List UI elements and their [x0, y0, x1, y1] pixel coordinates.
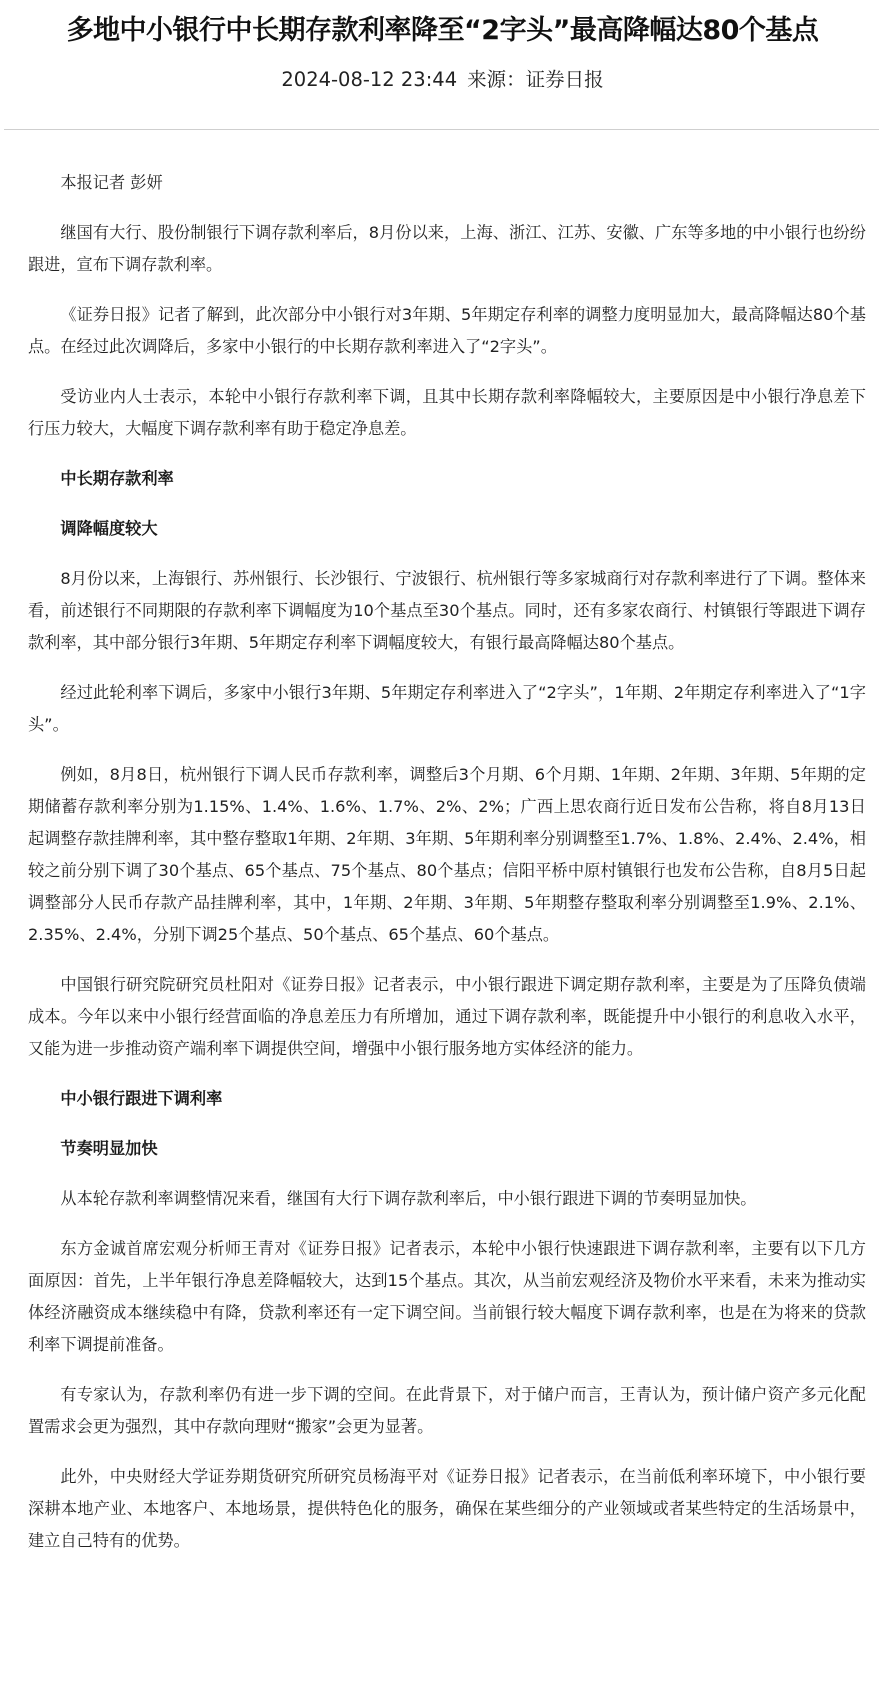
section-heading: 中小银行跟进下调利率 — [60, 1089, 223, 1108]
body-paragraph: 从本轮存款利率调整情况来看，继国有大行下调存款利率后，中小银行跟进下调的节奏明显加快。 — [60, 1189, 757, 1208]
header-divider — [4, 129, 879, 130]
body-paragraph: 继国有大行、股份制银行下调存款利率后，8月份以来，上海、浙江、江苏、安徽、广东等多地的中小银行也纷纷跟进，宣布下调存款利率。 — [28, 223, 866, 274]
article-body — [28, 167, 866, 1575]
section-heading: 调降幅度较大 — [60, 519, 158, 538]
article-title: 多地中小银行中长期存款利率降至“2字头”最高降幅达80个基点 — [66, 15, 819, 46]
byline-paragraph: 本报记者 彭妍 — [60, 173, 163, 192]
publish-datetime: 2024-08-12 23:44 — [281, 68, 458, 91]
body-paragraph: 经过此轮利率下调后，多家中小银行3年期、5年期定存利率进入了“2字头”，1年期、2年期定存利率进入了“1字头”。 — [28, 683, 866, 734]
article-meta — [0, 67, 885, 93]
body-paragraph: 有专家认为，存款利率仍有进一步下调的空间。在此背景下，对于储户而言，王青认为，预计储户资产多元化配置需求会更为强烈，其中存款向理财“搬家”会更为显著。 — [28, 1385, 866, 1436]
body-paragraph: 《证券日报》记者了解到，此次部分中小银行对3年期、5年期定存利率的调整力度明显加大，最高降幅达80个基点。在经过此次调降后，多家中小银行的中长期存款利率进入了“2字头”。 — [28, 305, 866, 356]
body-paragraph: 例如，8月8日，杭州银行下调人民币存款利率，调整后3个月期、6个月期、1年期、2年期、3年期、5年期的定期储蓄存款利率分别为1.15%、1.4%、1.6%、1.7%、2%、2%；广西上思农商行近日发布公告称，将自8月13日起调整存款挂牌利率，其中整存整取1年期、2年期、3年期、5年期利率分别调整至1.7%、1.8%、2.4%、2.4%，相较之前分别下调了30个基点、65个基点、75个基点、80个基点；信阳平桥中原村镇银行也发布公告称，自8月5日起调整部分人民币存款产品挂牌利率，其中，1年期、2年期、3年期、5年期整存整取利率分别调整至1.9%、2.1%、2.35%、2.4%，分别下调25个基点、50个基点、65个基点、60个基点。 — [28, 765, 866, 944]
body-paragraph: 东方金诚首席宏观分析师王青对《证券日报》记者表示，本轮中小银行快速跟进下调存款利率，主要有以下几方面原因：首先，上半年银行净息差降幅较大，达到15个基点。其次，从当前宏观经济及物价水平来看，未来为推动实体经济融资成本继续稳中有降，贷款利率还有一定下调空间。当前银行较大幅度下调存款利率，也是在为将来的贷款利率下调提前准备。 — [28, 1239, 866, 1354]
body-paragraph: 中国银行研究院研究员杜阳对《证券日报》记者表示，中小银行跟进下调定期存款利率，主要是为了压降负债端成本。今年以来中小银行经营面临的净息差压力有所增加，通过下调存款利率，既能提升中小银行的利息收入水平，又能为进一步推动资产端利率下调提供空间，增强中小银行服务地方实体经济的能力。 — [28, 975, 866, 1058]
section-heading: 节奏明显加快 — [60, 1139, 158, 1158]
body-paragraph: 受访业内人士表示，本轮中小银行存款利率下调，且其中长期存款利率降幅较大，主要原因是中小银行净息差下行压力较大，大幅度下调存款利率有助于稳定净息差。 — [28, 387, 866, 438]
article-source: 来源：证券日报 — [467, 68, 604, 91]
article-header — [0, 0, 885, 93]
body-paragraph: 此外，中央财经大学证券期货研究所研究员杨海平对《证券日报》记者表示，在当前低利率环境下，中小银行要深耕本地产业、本地客户、本地场景，提供特色化的服务，确保在某些细分的产业领域或者某些特定的生活场景中，建立自己特有的优势。 — [28, 1467, 866, 1550]
body-paragraph: 8月份以来，上海银行、苏州银行、长沙银行、宁波银行、杭州银行等多家城商行对存款利率进行了下调。整体来看，前述银行不同期限的存款利率下调幅度为10个基点至30个基点。同时，还有多家农商行、村镇银行等跟进下调存款利率，其中部分银行3年期、5年期定存利率下调幅度较大，有银行最高降幅达80个基点。 — [28, 569, 866, 652]
section-heading: 中长期存款利率 — [60, 469, 174, 488]
